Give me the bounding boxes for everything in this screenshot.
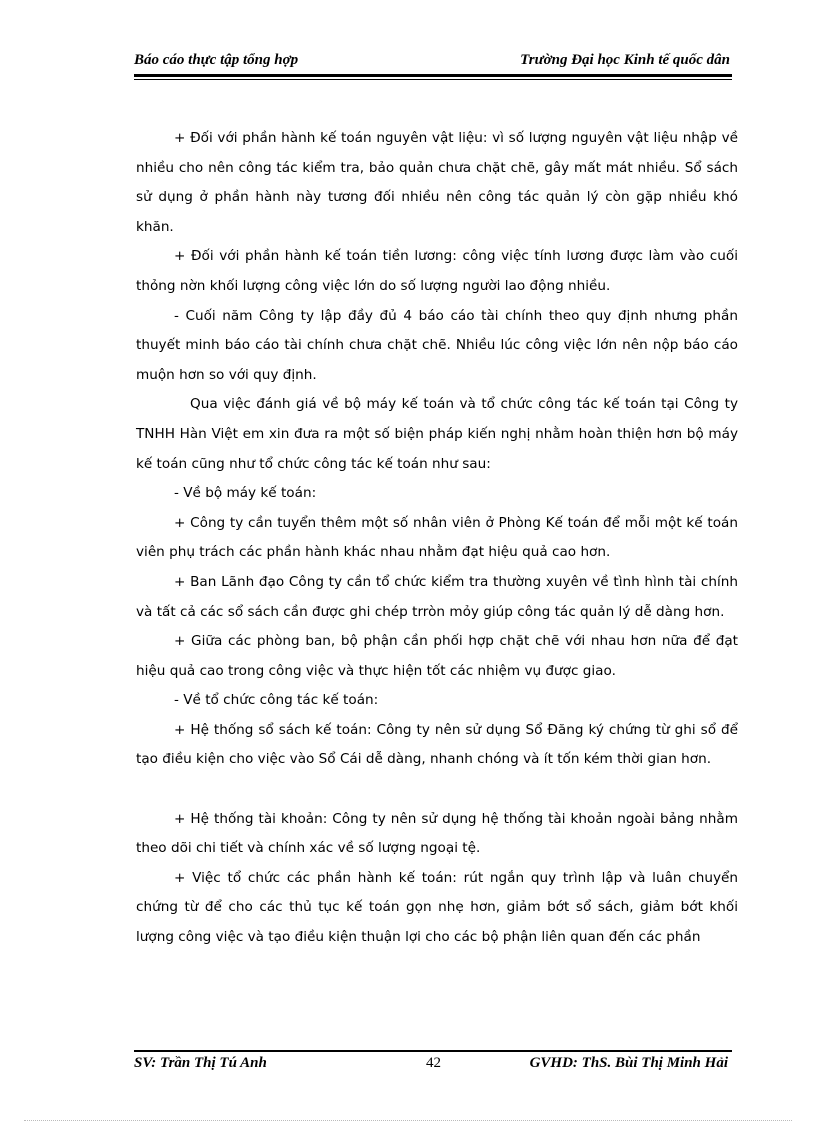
header-report-title: Báo cáo thực tập tổng hợp: [134, 52, 299, 68]
paragraph: + Hệ thống sổ sách kế toán: Công ty nên sử dụng Sổ Đăng ký chứng từ ghi sổ để tạo điều kiện cho việc vào Sổ Cái dễ dàng, nhanh chóng và ít tốn kém thời gian hơn.: [136, 721, 738, 768]
page-footer: [134, 1055, 730, 1077]
paragraph: + Công ty cần tuyển thêm một số nhân viên ở Phòng Kế toán để mỗi một kế toán viên phụ trách các phần hành khác nhau nhằm đạt hiệu quả cao hơn.: [136, 514, 738, 561]
document-body: [136, 124, 738, 953]
paragraph: + Ban Lãnh đạo Công ty cần tổ chức kiểm tra thường xuyên về tình hình tài chính và tất cả các sổ sách cần được ghi chép trròn mỏy giúp công tác quản lý dễ dàng hơn.: [136, 573, 738, 620]
page-number: 42: [426, 1055, 441, 1071]
paragraph: - Về bộ máy kế toán:: [174, 485, 317, 502]
header-rule-thin: [134, 79, 732, 80]
paragraph: + Hệ thống tài khoản: Công ty nên sử dụng hệ thống tài khoản ngoài bảng nhằm theo dõi chi tiết và chính xác về số lượng ngoại tệ.: [136, 810, 738, 857]
page-boundary: [24, 1120, 792, 1121]
paragraph: + Giữa các phòng ban, bộ phận cần phối hợp chặt chẽ với nhau hơn nữa để đạt hiệu quả cao trong công việc và thực hiện tốt các nhiệm vụ được giao.: [136, 633, 738, 679]
paragraph: + Đối với phần hành kế toán tiền lương: công việc tính lương được làm vào cuối thỏng nờn khối lượng công việc lớn do số lượng người lao động nhiều.: [136, 248, 738, 294]
footer-advisor: GVHD: ThS. Bùi Thị Minh Hải: [529, 1055, 728, 1071]
paragraph: + Đối với phần hành kế toán nguyên vật liệu: vì số lượng nguyên vật liệu nhập về nhiều cho nên công tác kiểm tra, bảo quản chưa chặt chẽ, gây mất mát nhiều. Sổ sách sử dụng ở phần hành này tương đối nhiều nên công tác quản lý còn gặp nhiều khó khăn.: [136, 130, 738, 235]
header-university: Trường Đại học Kinh tế quốc dân: [520, 52, 730, 68]
page-header: [134, 48, 730, 74]
header-rule-thick: [134, 74, 732, 77]
footer-rule: [134, 1050, 732, 1052]
paragraph: + Việc tổ chức các phần hành kế toán: rút ngắn quy trình lập và luân chuyển chứng từ để cho các thủ tục kế toán gọn nhẹ hơn, giảm bớt sổ sách, giảm bớt khối lượng công việc và tạo điều kiện thuận lợi cho các bộ phận liên quan đến các phần: [136, 869, 738, 946]
paragraph: Qua việc đánh giá về bộ máy kế toán và tổ chức công tác kế toán tại Công ty TNHH Hàn Việt em xin đưa ra một số biện pháp kiến nghị nhằm hoàn thiện hơn bộ máy kế toán cũng như tổ chức công tác kế toán như sau:: [136, 396, 738, 472]
footer-student: SV: Trần Thị Tú Anh: [134, 1055, 267, 1071]
paragraph: - Về tổ chức công tác kế toán:: [174, 692, 379, 709]
paragraph: - Cuối năm Công ty lập đầy đủ 4 báo cáo tài chính theo quy định nhưng phần thuyết minh báo cáo tài chính chưa chặt chẽ. Nhiều lúc công việc lớn nên nộp báo cáo muộn hơn so với quy định.: [136, 307, 738, 383]
